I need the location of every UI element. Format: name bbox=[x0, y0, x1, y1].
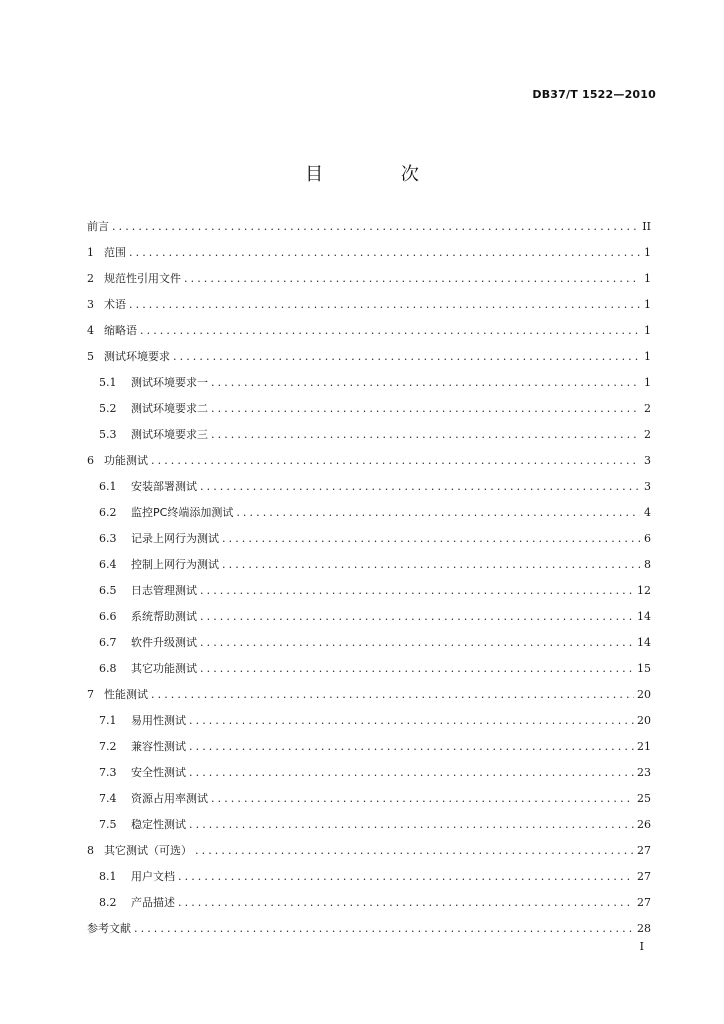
toc-leader-dots bbox=[195, 841, 634, 860]
toc-leader-dots bbox=[211, 789, 634, 808]
toc-leader-dots bbox=[211, 373, 640, 392]
toc-entry[interactable] bbox=[87, 399, 651, 418]
toc-entry-label: 测试环境要求 bbox=[104, 350, 170, 363]
toc-entry-number: 4 bbox=[87, 324, 94, 337]
toc-entry[interactable] bbox=[87, 581, 651, 600]
toc-entry-number: 5 bbox=[87, 350, 94, 363]
toc-entry[interactable] bbox=[87, 269, 651, 288]
toc-entry-label: 其它功能测试 bbox=[131, 662, 197, 675]
toc-leader-dots bbox=[200, 607, 634, 626]
toc-leader-dots bbox=[189, 763, 634, 782]
toc-entry-number: 7 bbox=[87, 688, 94, 701]
toc-entry[interactable] bbox=[87, 321, 651, 340]
toc-entry-page: 25 bbox=[637, 792, 651, 805]
toc-entry-number: 8.1 bbox=[99, 870, 117, 883]
toc-entry[interactable] bbox=[87, 867, 651, 886]
toc-entry-number: 6.3 bbox=[99, 532, 117, 545]
toc-entry-page: 1 bbox=[644, 272, 651, 285]
toc-entry[interactable] bbox=[87, 789, 651, 808]
toc-entry-label: 记录上网行为测试 bbox=[131, 532, 219, 545]
toc-entry-page: 1 bbox=[644, 246, 651, 259]
toc-entry-label: 前言 bbox=[87, 220, 109, 233]
toc-entry-number: 3 bbox=[87, 298, 94, 311]
toc-leader-dots bbox=[189, 711, 634, 730]
toc-entry-number: 7.2 bbox=[99, 740, 117, 753]
toc-leader-dots bbox=[211, 399, 640, 418]
toc-leader-dots bbox=[236, 503, 640, 522]
toc-entry-label: 软件升级测试 bbox=[131, 636, 197, 649]
toc-entry-number: 1 bbox=[87, 246, 94, 259]
toc-entry-label: 资源占用率测试 bbox=[131, 792, 208, 805]
toc-leader-dots bbox=[211, 425, 640, 444]
toc-entry-page: 2 bbox=[644, 428, 651, 441]
toc-entry-page: 20 bbox=[637, 688, 651, 701]
toc-title: 目 次 bbox=[305, 164, 455, 185]
toc-entry-page: II bbox=[642, 220, 651, 233]
toc-entry[interactable] bbox=[87, 347, 651, 366]
toc-entry-label: 缩略语 bbox=[104, 324, 137, 337]
toc-entry-page: 1 bbox=[644, 350, 651, 363]
toc-entry-number: 6.4 bbox=[99, 558, 117, 571]
toc-entry-page: 12 bbox=[637, 584, 651, 597]
toc-entry-page: 28 bbox=[637, 922, 651, 935]
toc-entry[interactable] bbox=[87, 529, 651, 548]
toc-entry[interactable] bbox=[87, 451, 651, 470]
toc-entry-number: 6.5 bbox=[99, 584, 117, 597]
toc-entry-label: 功能测试 bbox=[104, 454, 148, 467]
toc-entry[interactable] bbox=[87, 633, 651, 652]
toc-entry-page: 2 bbox=[644, 402, 651, 415]
toc-entry-number: 2 bbox=[87, 272, 94, 285]
toc-entry[interactable] bbox=[87, 503, 651, 522]
toc-entry-page: 1 bbox=[644, 298, 651, 311]
toc-leader-dots bbox=[200, 581, 634, 600]
toc-leader-dots bbox=[178, 893, 634, 912]
toc-entry-page: 23 bbox=[637, 766, 651, 779]
toc-leader-dots bbox=[222, 529, 640, 548]
toc-entry-page: 14 bbox=[637, 610, 651, 623]
toc-entry-page: 27 bbox=[637, 896, 651, 909]
table-of-contents bbox=[87, 217, 651, 938]
toc-entry-number: 7.3 bbox=[99, 766, 117, 779]
toc-leader-dots bbox=[134, 919, 634, 938]
toc-entry-label: 易用性测试 bbox=[131, 714, 186, 727]
toc-entry[interactable] bbox=[87, 737, 651, 756]
toc-entry-label: 监控PC终端添加测试 bbox=[131, 506, 234, 519]
toc-entry-page: 26 bbox=[637, 818, 651, 831]
toc-entry[interactable] bbox=[87, 841, 651, 860]
toc-entry-number: 6.1 bbox=[99, 480, 117, 493]
toc-entry[interactable] bbox=[87, 555, 651, 574]
toc-entry[interactable] bbox=[87, 659, 651, 678]
toc-entry[interactable] bbox=[87, 763, 651, 782]
toc-leader-dots bbox=[151, 451, 640, 470]
toc-entry-number: 6 bbox=[87, 454, 94, 467]
toc-entry-label: 日志管理测试 bbox=[131, 584, 197, 597]
toc-entry-page: 15 bbox=[637, 662, 651, 675]
toc-leader-dots bbox=[184, 269, 640, 288]
toc-leader-dots bbox=[129, 295, 640, 314]
toc-entry-label: 安装部署测试 bbox=[131, 480, 197, 493]
toc-entry-page: 1 bbox=[644, 324, 651, 337]
toc-entry-number: 7.1 bbox=[99, 714, 117, 727]
toc-entry-page: 21 bbox=[637, 740, 651, 753]
toc-entry-label: 规范性引用文件 bbox=[104, 272, 181, 285]
toc-entry-page: 1 bbox=[644, 376, 651, 389]
toc-entry-number: 6.6 bbox=[99, 610, 117, 623]
toc-entry-label: 术语 bbox=[104, 298, 126, 311]
toc-leader-dots bbox=[112, 217, 639, 236]
toc-leader-dots bbox=[222, 555, 640, 574]
toc-entry-label: 用户文档 bbox=[131, 870, 175, 883]
toc-entry-page: 3 bbox=[644, 480, 651, 493]
page-number: I bbox=[639, 940, 644, 953]
toc-entry[interactable] bbox=[87, 477, 651, 496]
toc-entry-label: 测试环境要求二 bbox=[131, 402, 208, 415]
toc-leader-dots bbox=[140, 321, 640, 340]
toc-entry-label: 测试环境要求一 bbox=[131, 376, 208, 389]
toc-entry-label: 控制上网行为测试 bbox=[131, 558, 219, 571]
toc-entry[interactable] bbox=[87, 295, 651, 314]
toc-entry-label: 性能测试 bbox=[104, 688, 148, 701]
toc-entry-number: 6.2 bbox=[99, 506, 117, 519]
toc-leader-dots bbox=[189, 737, 634, 756]
toc-entry-number: 8 bbox=[87, 844, 94, 857]
toc-entry-label: 系统帮助测试 bbox=[131, 610, 197, 623]
toc-entry-page: 27 bbox=[637, 870, 651, 883]
document-code: DB37/T 1522—2010 bbox=[532, 88, 656, 101]
toc-entry-number: 8.2 bbox=[99, 896, 117, 909]
toc-entry[interactable] bbox=[87, 607, 651, 626]
toc-entry-label: 其它测试（可选） bbox=[104, 844, 192, 857]
toc-entry-page: 14 bbox=[637, 636, 651, 649]
toc-entry-page: 8 bbox=[644, 558, 651, 571]
toc-entry[interactable] bbox=[87, 217, 651, 236]
toc-entry-label: 测试环境要求三 bbox=[131, 428, 208, 441]
toc-entry-number: 6.7 bbox=[99, 636, 117, 649]
toc-entry[interactable] bbox=[87, 893, 651, 912]
toc-leader-dots bbox=[200, 477, 640, 496]
toc-entry[interactable] bbox=[87, 919, 651, 938]
toc-entry[interactable] bbox=[87, 815, 651, 834]
toc-entry-number: 7.5 bbox=[99, 818, 117, 831]
toc-entry-page: 3 bbox=[644, 454, 651, 467]
toc-entry-label: 兼容性测试 bbox=[131, 740, 186, 753]
toc-entry[interactable] bbox=[87, 243, 651, 262]
toc-entry[interactable] bbox=[87, 711, 651, 730]
toc-entry-page: 27 bbox=[637, 844, 651, 857]
toc-leader-dots bbox=[189, 815, 634, 834]
toc-entry-label: 稳定性测试 bbox=[131, 818, 186, 831]
toc-leader-dots bbox=[173, 347, 640, 366]
toc-entry-number: 7.4 bbox=[99, 792, 117, 805]
toc-entry-page: 20 bbox=[637, 714, 651, 727]
toc-entry[interactable] bbox=[87, 685, 651, 704]
toc-entry-label: 参考文献 bbox=[87, 922, 131, 935]
toc-entry-label: 产品描述 bbox=[131, 896, 175, 909]
toc-entry-number: 6.8 bbox=[99, 662, 117, 675]
toc-leader-dots bbox=[178, 867, 634, 886]
toc-entry-label: 范围 bbox=[104, 246, 126, 259]
toc-entry-number: 5.3 bbox=[99, 428, 117, 441]
toc-leader-dots bbox=[129, 243, 640, 262]
toc-leader-dots bbox=[151, 685, 634, 704]
toc-entry-number: 5.1 bbox=[99, 376, 117, 389]
toc-entry-page: 4 bbox=[644, 506, 651, 519]
toc-leader-dots bbox=[200, 633, 634, 652]
toc-entry-number: 5.2 bbox=[99, 402, 117, 415]
toc-entry[interactable] bbox=[87, 425, 651, 444]
toc-leader-dots bbox=[200, 659, 634, 678]
toc-entry-page: 6 bbox=[644, 532, 651, 545]
toc-entry-label: 安全性测试 bbox=[131, 766, 186, 779]
toc-entry[interactable] bbox=[87, 373, 651, 392]
